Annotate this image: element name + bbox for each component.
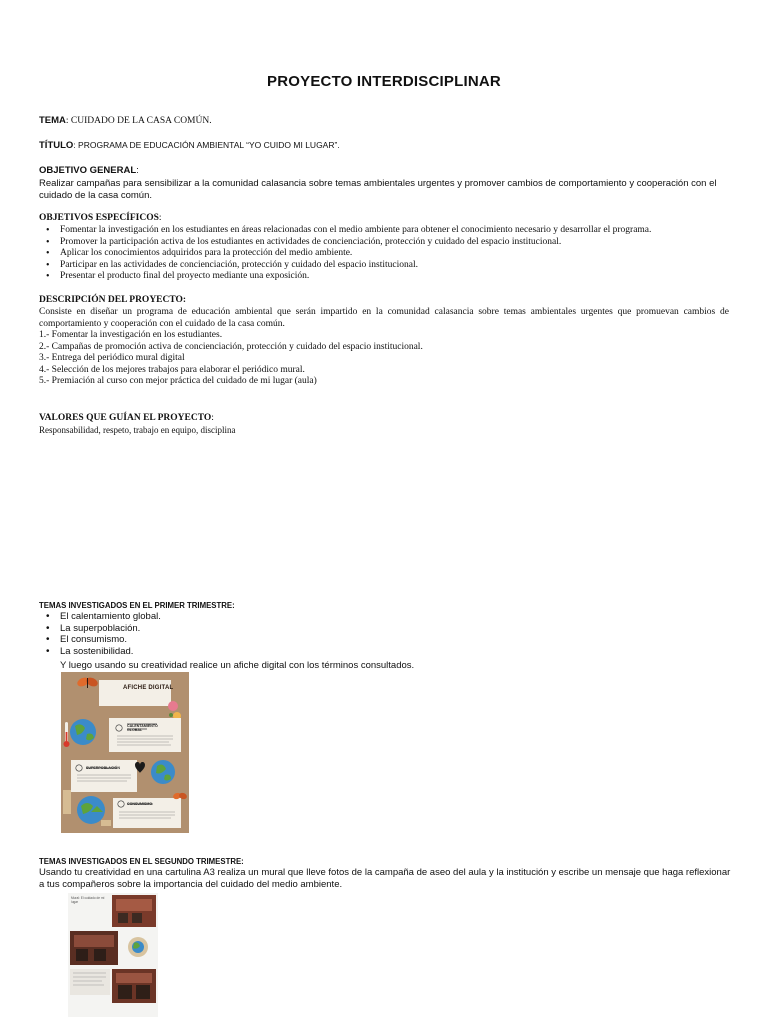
list-item: • Participar en las actividades de concienciación, protección y cuidado del espacio institucional. [39,260,651,272]
tema-line [39,115,212,128]
afiche-section-2: SUPERPOBLACIÓN [86,766,120,770]
list-item: • La superpoblación. [39,623,161,635]
descripcion-text: Consiste en diseñar un programa de educación ambiental que serán impartido en la comunidad calasancia sobre temas ambientales urgentes que promuevan cambios de comportamiento y cooperación con el cuidado de la casa común. [39,307,729,329]
primer-trimestre-label: TEMAS INVESTIGADOS EN EL PRIMER TRIMESTRE: [39,601,235,610]
tema-value: : CUIDADO DE LA CASA COMÚN. [65,116,212,126]
list-item: • El consumismo. [39,634,161,646]
page-title: PROYECTO INTERDISCIPLINAR [267,73,501,90]
list-item: 2.- Campañas de promoción activa de concienciación, protección y cuidado del espacio institucional. [39,341,423,352]
collage-caption: Mural: El cuidado de mi lugar [71,896,105,904]
mural-photo-collage [68,893,158,1017]
afiche-digital-image [61,672,189,833]
list-item: • Promover la participación activa de los estudiantes en actividades de concienciación, protección y cuidado del espacio institucional. [39,237,651,249]
objetivo-general-colon: : [136,165,139,176]
valores-label: VALORES QUE GUÍAN EL PROYECTO [39,413,212,423]
afiche-section-3: CONSUMISMO [127,802,153,806]
primer-trimestre-instruction: Y luego usando su creatividad realice un afiche digital con los términos consultados. [60,660,415,671]
list-item: 3.- Entrega del periódico mural digital [39,353,185,364]
mural-collage-graphic [68,893,158,1017]
list-item: • La sostenibilidad. [39,646,161,658]
afiche-section-1: CALENTAMIENTO GLOBAL [127,724,158,733]
segundo-trimestre-heading [39,856,244,868]
primer-trimestre-list [39,611,161,657]
list-item: • Presentar el producto final del proyecto mediante una exposición. [39,271,651,283]
tema-label: TEMA [39,115,66,126]
list-item: 1.- Fomentar la investigación en los estudiantes. [39,330,223,340]
objetivos-especificos-list [39,225,651,283]
titulo-label: TÍTULO [39,140,74,151]
objetivo-general-heading [39,165,139,178]
segundo-trimestre-text: Usando tu creatividad en una cartulina A3 realiza un mural que lleve fotos de la campaña de aseo del aula y la institución y escribe un mensaje que haga reflexionar a tus compañeros sobre la importancia del cuidado del medio ambiente. [39,867,731,890]
list-item: • El calentamiento global. [39,611,161,623]
afiche-digital-graphic [61,672,189,833]
segundo-trimestre-label: TEMAS INVESTIGADOS EN EL SEGUNDO TRIMESTRE: [39,857,244,866]
earth-icon [70,719,96,745]
list-item: • Aplicar los conocimientos adquiridos para la protección del medio ambiente. [39,248,651,260]
titulo-value: : PROGRAMA DE EDUCACIÓN AMBIENTAL “YO CUIDO MI LUGAR”. [73,140,340,150]
list-item: 4.- Selección de los mejores trabajos para elaborar el periódico mural. [39,364,305,375]
list-item: • Fomentar la investigación en los estudiantes en áreas relacionadas con el medio ambiente para obtener el conocimiento necesario y desarrollar el programa. [39,225,651,237]
list-item: 5.- Premiación al curso con mejor práctica del cuidado de mi lugar (aula) [39,376,317,387]
valores-heading [39,413,214,425]
descripcion-heading [39,295,186,307]
titulo-line [39,140,340,153]
descripcion-steps [39,330,423,388]
objetivos-especificos-label: OBJETIVOS ESPECÍFICOS [39,213,159,223]
objetivo-general-label: OBJETIVO GENERAL [39,165,137,176]
valores-text: Responsabilidad, respeto, trabajo en equipo, disciplina [39,425,236,435]
valores-colon: : [211,413,214,423]
house-earth-icon [77,796,105,824]
objetivos-especificos-heading [39,213,162,225]
objetivos-especificos-colon: : [158,213,162,223]
afiche-heading: AFICHE DIGITAL [123,685,174,691]
primer-trimestre-heading [39,600,235,612]
objetivo-general-text: Realizar campañas para sensibilizar a la comunidad calasancia sobre temas ambientales urgentes y promover cambios de comportamiento y cooperación con el cuidado de la casa común. [39,178,717,201]
descripcion-label: DESCRIPCIÓN DEL PROYECTO: [39,295,187,305]
